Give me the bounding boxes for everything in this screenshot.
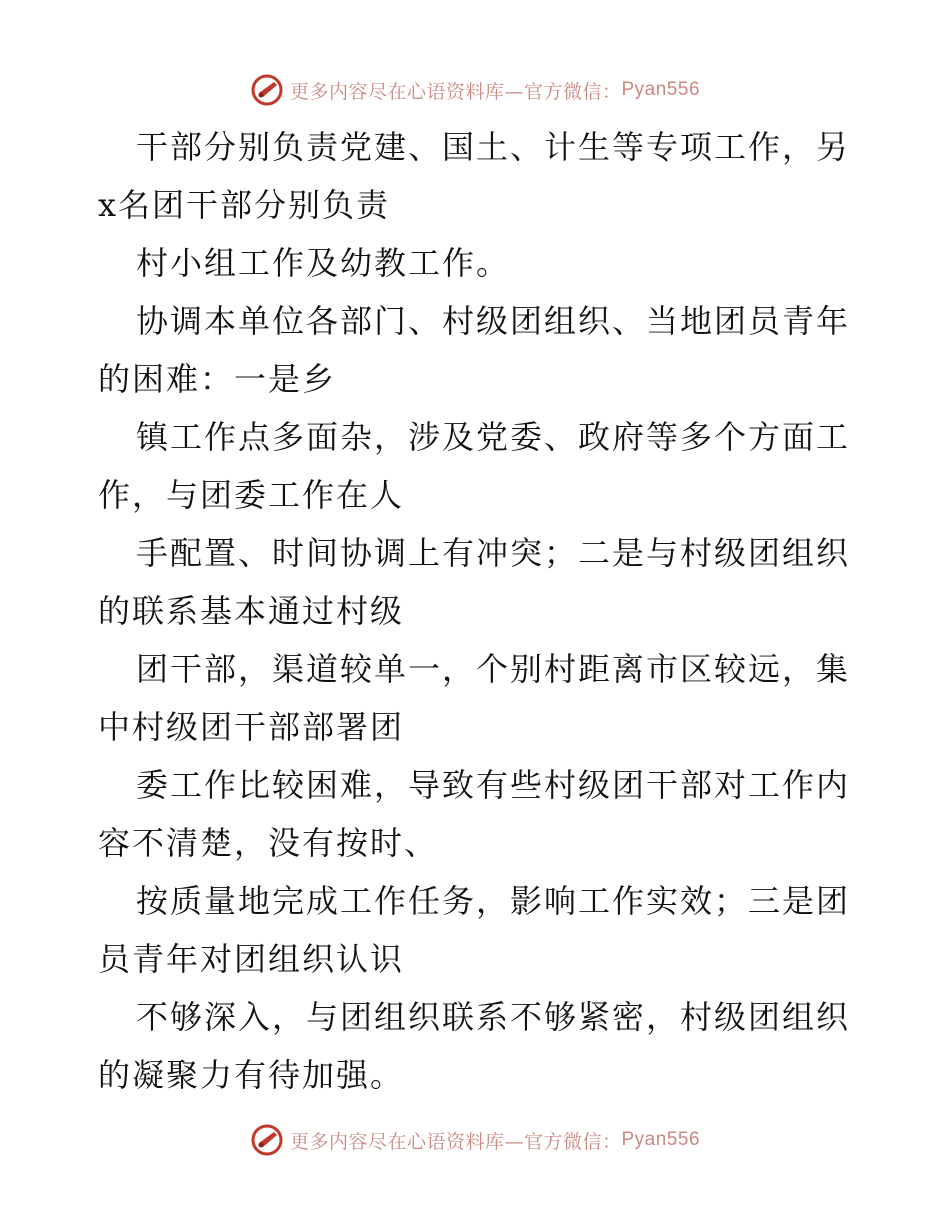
watermark-text: 更多内容尽在心语资料库—官方微信： [289,1130,622,1153]
logo-icon [250,1123,284,1157]
text-line: 容不清楚，没有按时、 [98,824,439,862]
text-line: 的凝聚力有待加强。 [98,1056,405,1094]
text-line: 委工作比较困难，导致有些村级团干部对工作内 [136,766,851,804]
text-line: 干部分别负责党建、国土、计生等专项工作，另 [136,128,851,166]
text-line: 村小组工作及幼教工作。 [136,244,511,282]
watermark-header [0,70,950,110]
watermark-wechat-id: Pyan556 [621,1129,701,1150]
text-line: 作，与团委工作在人 [98,476,405,514]
text-line: 的困难：一是乡 [98,360,337,398]
document-body [98,118,858,1104]
watermark-footer [0,1120,950,1160]
text-line: 不够深入，与团组织联系不够紧密，村级团组织 [136,998,851,1036]
text-line: 团干部，渠道较单一，个别村距离市区较远，集 [136,650,851,688]
watermark-text: 更多内容尽在心语资料库—官方微信： [289,80,622,103]
text-line: 的联系基本通过村级 [98,592,405,630]
text-line: x名团干部分别负责 [98,186,391,224]
watermark-wechat-id: Pyan556 [621,79,701,100]
logo-icon [250,73,284,107]
text-line: 协调本单位各部门、村级团组织、当地团员青年 [136,302,851,340]
text-line: 中村级团干部部署团 [98,708,405,746]
text-line: 镇工作点多面杂，涉及党委、政府等多个方面工 [136,418,851,456]
text-line: 按质量地完成工作任务，影响工作实效；三是团 [136,882,851,920]
text-line: 员青年对团组织认识 [98,940,405,978]
text-line: 手配置、时间协调上有冲突；二是与村级团组织 [136,534,851,572]
